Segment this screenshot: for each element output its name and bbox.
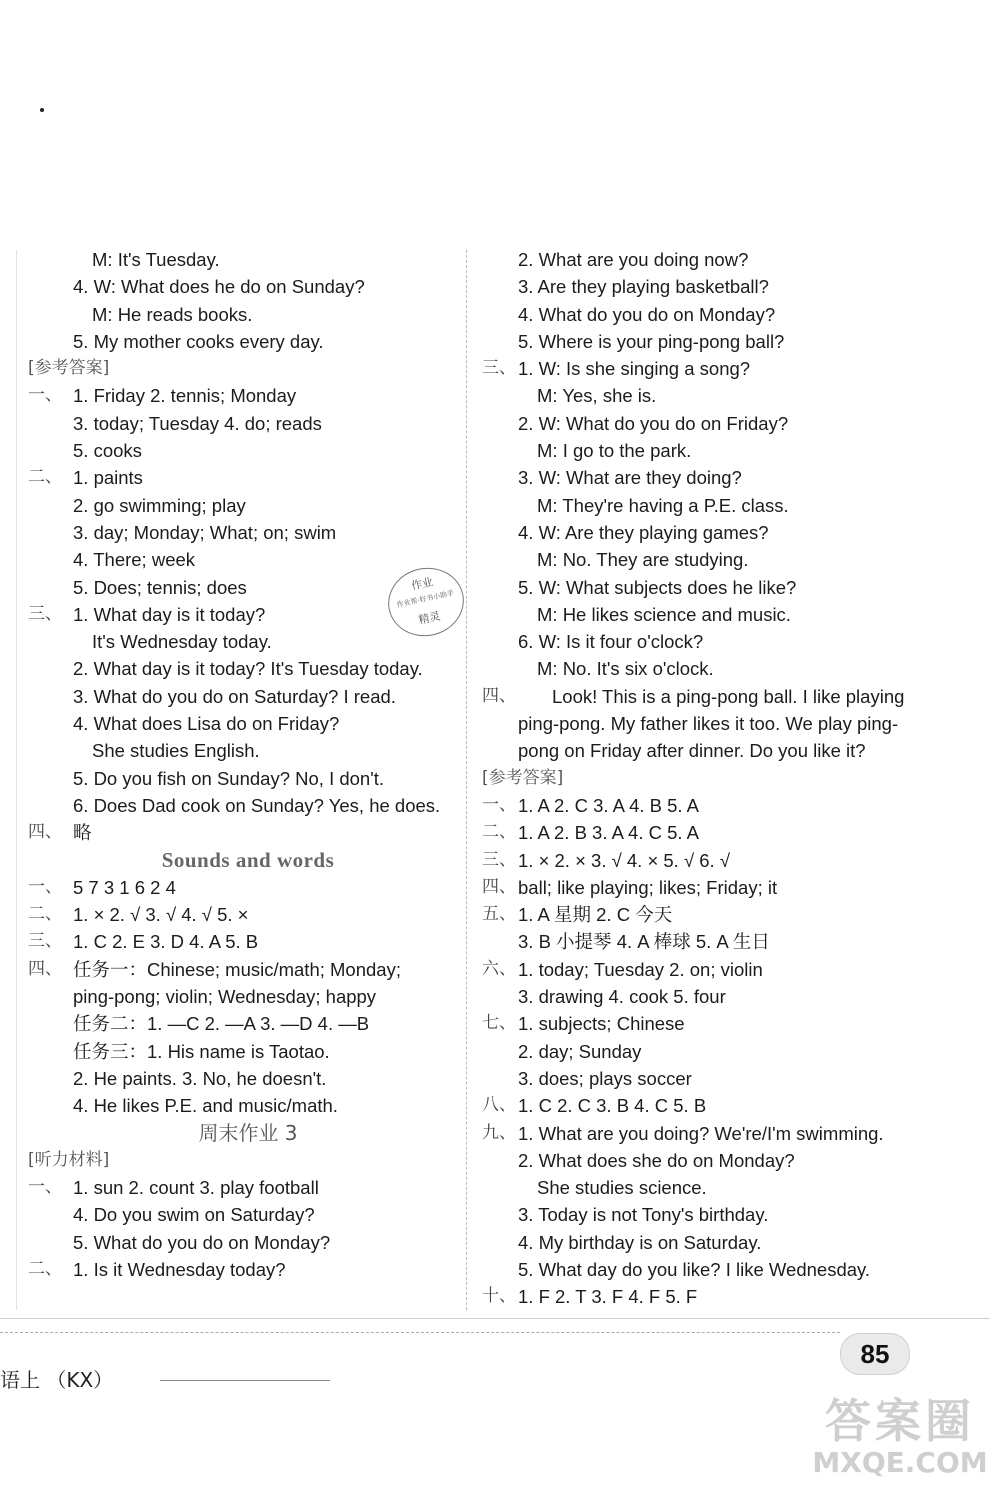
answer-line [482, 819, 922, 846]
answer-line [28, 1092, 468, 1119]
question-number: 十、 [482, 1286, 516, 1307]
answer-line [28, 1038, 468, 1065]
footer-divider [0, 1318, 990, 1319]
answer-text: 4. Do you swim on Saturday? [73, 1204, 315, 1226]
answer-text: 1. Is it Wednesday today? [73, 1258, 286, 1280]
answer-text: 5. Where is your ping-pong ball? [518, 330, 785, 352]
question-number: 二、 [28, 1258, 62, 1279]
answer-text: 3. B 小提琴 4. A 棒球 5. A 生日 [518, 931, 770, 953]
answer-line [482, 410, 922, 437]
answer-line [482, 464, 922, 491]
answer-line [482, 956, 922, 983]
page-number-badge: 85 [840, 1333, 910, 1375]
question-number: 三、 [482, 849, 516, 870]
answer-line [28, 437, 468, 464]
answer-text: M: They're having a P.E. class. [537, 494, 789, 516]
answer-line [482, 847, 922, 874]
question-number: 二、 [28, 904, 62, 925]
footer-subject-label: 语上 （KX） [0, 1368, 114, 1392]
question-number: 四、 [482, 685, 516, 706]
answer-line [482, 1038, 922, 1065]
answer-line [482, 683, 922, 710]
answer-text: 5 7 3 1 6 2 4 [73, 876, 176, 898]
footer-rule [160, 1380, 330, 1381]
answer-text: 2. What does she do on Monday? [518, 1149, 795, 1171]
answer-text: 略 [73, 822, 92, 844]
answer-text: 1. subjects; Chinese [518, 1013, 685, 1035]
answer-line [28, 737, 468, 764]
answer-text: 1. A 2. B 3. A 4. C 5. A [518, 822, 700, 844]
answer-line [482, 983, 922, 1010]
answer-line [28, 1174, 468, 1201]
answer-line [482, 710, 922, 737]
stamp-subtitle: 作业帮·好书小助手 [396, 589, 455, 610]
scan-dot [40, 108, 44, 112]
answer-text: M: It's Tuesday. [92, 249, 220, 270]
answer-text: 5. cooks [73, 440, 142, 462]
answer-text: 5. W: What subjects does he like? [518, 576, 797, 598]
answer-line [482, 437, 922, 464]
answer-line [28, 546, 468, 573]
answer-line [28, 519, 468, 546]
answer-line [482, 792, 922, 819]
question-number: 一、 [28, 876, 62, 897]
answer-line [482, 628, 922, 655]
question-number: 三、 [28, 603, 62, 624]
right-column [482, 246, 922, 1311]
answer-text: 1. W: Is she singing a song? [518, 358, 751, 380]
answer-line [482, 328, 922, 355]
answer-line [28, 792, 468, 819]
question-number: 三、 [482, 358, 516, 379]
answer-text: 1. C 2. E 3. D 4. A 5. B [73, 931, 259, 953]
answer-text: 1. C 2. C 3. B 4. C 5. B [518, 1095, 707, 1117]
answer-line [482, 1147, 922, 1174]
answer-line [482, 1010, 922, 1037]
answer-text: 4. He likes P.E. and music/math. [73, 1095, 338, 1117]
answer-text: 1. A 星期 2. C 今天 [518, 904, 673, 926]
answer-line [28, 1256, 468, 1283]
answer-line [482, 301, 922, 328]
answer-text: 1. paints [73, 467, 143, 489]
answer-line [28, 464, 468, 491]
answer-line [28, 928, 468, 955]
question-number: 三、 [28, 931, 62, 952]
answer-line [482, 1229, 922, 1256]
answer-text: 4. What do you do on Monday? [518, 303, 776, 325]
stamp-title: 作业 [410, 575, 435, 593]
answer-line [28, 874, 468, 901]
answer-text: pong on Friday after dinner. Do you like it? [518, 740, 866, 762]
answer-line [482, 382, 922, 409]
answer-text: M: I go to the park. [537, 440, 692, 462]
section-label: [参考答案] [482, 767, 564, 788]
answer-line [28, 273, 468, 300]
answer-line [28, 710, 468, 737]
answer-text: 3. Today is not Tony's birthday. [518, 1204, 769, 1226]
answer-text: 3. does; plays soccer [518, 1067, 692, 1089]
answer-text: 1. Friday 2. tennis; Monday [73, 385, 297, 407]
page-edge-line [16, 250, 17, 1310]
answer-line [28, 1147, 468, 1174]
section-heading: 周末作业 3 [198, 1120, 298, 1145]
answer-text: 3. Are they playing basketball? [518, 276, 769, 298]
question-number: 一、 [28, 385, 62, 406]
answer-text: 3. drawing 4. cook 5. four [518, 986, 726, 1008]
answer-line [482, 355, 922, 382]
question-number: 二、 [482, 822, 516, 843]
answer-text: M: No. They are studying. [537, 549, 749, 571]
answer-text: 5. Does; tennis; does [73, 576, 247, 598]
question-number: 一、 [482, 794, 516, 815]
answer-text: 6. Does Dad cook on Sunday? Yes, he does. [73, 794, 441, 816]
footer-dashed-divider [0, 1332, 840, 1333]
question-number: 二、 [28, 467, 62, 488]
answer-text: 3. W: What are they doing? [518, 467, 742, 489]
answer-text: 任务三：1. His name is Taotao. [73, 1040, 330, 1062]
answer-text: 2. He paints. 3. No, he doesn't. [73, 1067, 327, 1089]
answer-line [482, 1092, 922, 1119]
answer-text: 4. W: What does he do on Sunday? [73, 276, 365, 298]
answer-text: 1. today; Tuesday 2. on; violin [518, 958, 763, 980]
answer-text: 4. W: Are they playing games? [518, 521, 769, 543]
answer-text: 2. W: What do you do on Friday? [518, 412, 789, 434]
answer-text: ping-pong. My father likes it too. We play ping- [518, 713, 899, 735]
watermark-logo-text: 答案圈 [825, 1394, 975, 1448]
answer-text: 2. day; Sunday [518, 1040, 642, 1062]
answer-text: She studies English. [92, 740, 260, 762]
answer-line [28, 301, 468, 328]
answer-text: 1. A 2. C 3. A 4. B 5. A [518, 794, 700, 816]
answer-line [28, 328, 468, 355]
question-number: 四、 [482, 876, 516, 897]
section-heading: Sounds and words [161, 847, 335, 872]
answer-text: 1. F 2. T 3. F 4. F 5. F [518, 1286, 698, 1308]
answer-text: She studies science. [537, 1177, 707, 1199]
answer-line [482, 1201, 922, 1228]
answer-line [482, 546, 922, 573]
answer-text: 4. What does Lisa do on Friday? [73, 713, 340, 735]
answer-text: 3. day; Monday; What; on; swim [73, 521, 337, 543]
answer-text: 1. × 2. × 3. √ 4. × 5. √ 6. √ [518, 849, 730, 871]
answer-line [482, 1283, 922, 1310]
answer-line [28, 355, 468, 382]
answer-line [28, 1201, 468, 1228]
question-number: 四、 [28, 822, 62, 843]
answer-text: 任务二：1. —C 2. —A 3. —D 4. —B [73, 1013, 370, 1035]
question-number: 八、 [482, 1095, 516, 1116]
answer-line [482, 1065, 922, 1092]
answer-line [28, 1065, 468, 1092]
answer-text: It's Wednesday today. [92, 631, 272, 653]
answer-line [482, 1256, 922, 1283]
answer-line [28, 1010, 468, 1037]
answer-line [28, 628, 468, 655]
question-number: 四、 [28, 958, 62, 979]
answer-text: 3. What do you do on Saturday? I read. [73, 685, 396, 707]
answer-line [28, 655, 468, 682]
answer-line [482, 492, 922, 519]
answer-text: 1. What are you doing? We're/I'm swimming. [518, 1122, 884, 1144]
answer-text: 4. There; week [73, 549, 196, 571]
answer-line [482, 655, 922, 682]
answer-line [28, 901, 468, 928]
answer-line [482, 574, 922, 601]
answer-text: 4. My birthday is on Saturday. [518, 1231, 762, 1253]
answer-text: 3. today; Tuesday 4. do; reads [73, 412, 322, 434]
answer-line [28, 410, 468, 437]
answer-text: 2. What day is it today? It's Tuesday today. [73, 658, 423, 680]
answer-line [28, 683, 468, 710]
answer-line [482, 737, 922, 764]
question-number: 六、 [482, 958, 516, 979]
question-number: 五、 [482, 904, 516, 925]
answer-line [482, 874, 922, 901]
left-column [28, 246, 468, 1283]
answer-line [28, 983, 468, 1010]
answer-text: 5. What do you do on Monday? [73, 1231, 331, 1253]
answer-text: 任务一：Chinese; music/math; Monday; [73, 958, 401, 980]
answer-text: 5. My mother cooks every day. [73, 330, 324, 352]
answer-text: 1. What day is it today? [73, 603, 266, 625]
answer-text: Look! This is a ping-pong ball. I like playing [552, 685, 905, 707]
answer-text: M: Yes, she is. [537, 385, 657, 407]
answer-line [28, 956, 468, 983]
question-number: 一、 [28, 1177, 62, 1198]
section-label: [听力材料] [28, 1149, 110, 1170]
answer-line [482, 601, 922, 628]
answer-line [28, 1229, 468, 1256]
site-watermark [810, 1395, 990, 1479]
question-number: 九、 [482, 1122, 516, 1143]
answer-line [28, 246, 468, 273]
answer-line [482, 928, 922, 955]
stamp-footer: 精灵 [417, 609, 442, 627]
answer-line [482, 1120, 922, 1147]
answer-line [482, 1174, 922, 1201]
answer-text: M: No. It's six o'clock. [537, 658, 714, 680]
answer-line [482, 246, 922, 273]
answer-text: 2. What are you doing now? [518, 249, 749, 270]
answer-line [482, 901, 922, 928]
answer-text: 5. What day do you like? I like Wednesday. [518, 1258, 871, 1280]
answer-text: 1. sun 2. count 3. play football [73, 1177, 319, 1199]
answer-text: ping-pong; violin; Wednesday; happy [73, 986, 377, 1008]
answer-line [482, 765, 922, 792]
answer-text: 2. go swimming; play [73, 494, 246, 516]
answer-line [482, 273, 922, 300]
answer-text: ball; like playing; likes; Friday; it [518, 876, 778, 898]
watermark-url: MXQE.COM [812, 1446, 988, 1479]
answer-text: M: He likes science and music. [537, 603, 791, 625]
answer-text: 5. Do you fish on Sunday? No, I don't. [73, 767, 385, 789]
section-label: [参考答案] [28, 358, 110, 379]
answer-text: M: He reads books. [92, 303, 253, 325]
answer-line [482, 519, 922, 546]
question-number: 七、 [482, 1013, 516, 1034]
answer-text: 1. × 2. √ 3. √ 4. √ 5. × [73, 904, 249, 926]
answer-line [28, 765, 468, 792]
answer-line [28, 819, 468, 846]
answer-line [28, 492, 468, 519]
answer-text: 6. W: Is it four o'clock? [518, 631, 704, 653]
answer-line [28, 382, 468, 409]
